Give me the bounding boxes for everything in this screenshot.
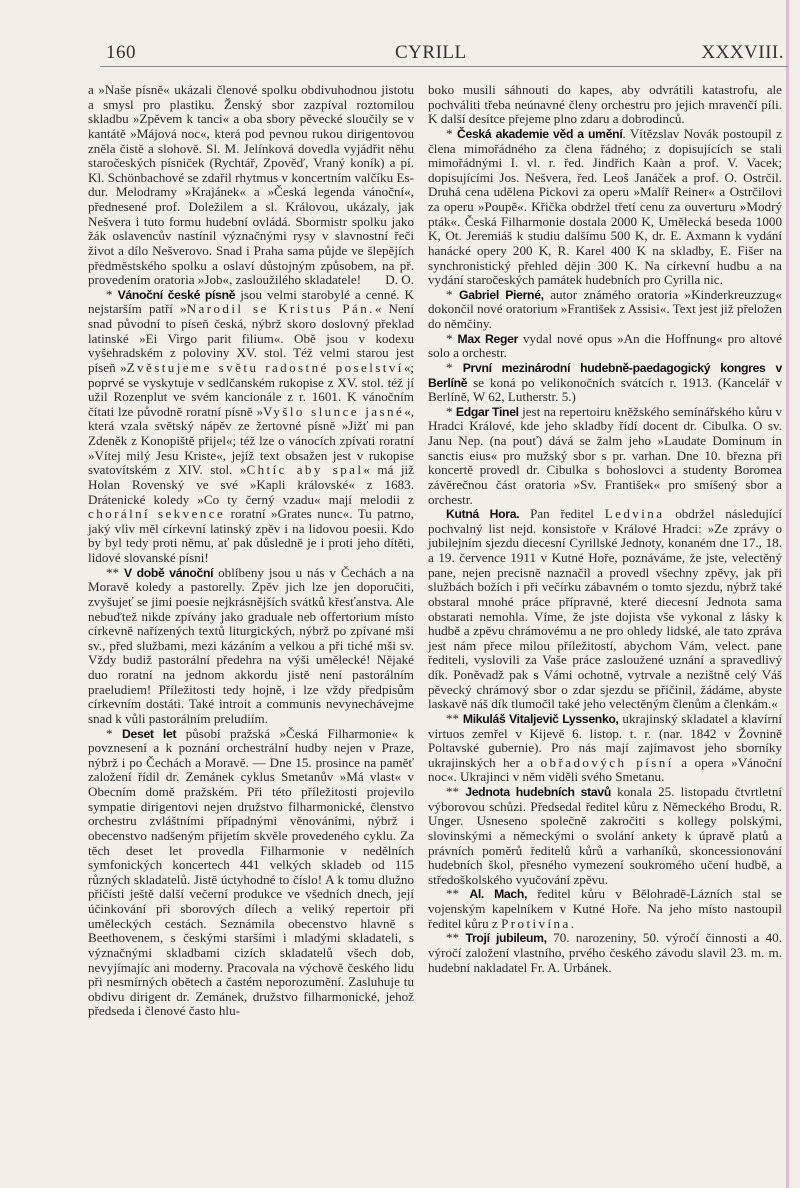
section-heading: Gabriel Pierné, <box>459 287 544 302</box>
page-number: 160 <box>106 42 136 63</box>
section-heading: Česká akademie věd a umění <box>456 126 623 141</box>
paragraph-text: Pan ředitel <box>519 506 605 522</box>
paragraph-text: «; poprvé se vyskytuje v sedlčanském rukopise z XV. stol. též jí užil Rozenplut ve svém kancionále z r. 1601. K vánočním čítati lze původně roratní písně » <box>88 359 414 419</box>
paragraph-text: « Není snad původní to píseň česká, nýbrž skoro doslovný překlad latinské »Ei Virgo parit filium«. Obě jsou v kodexu vyšehradském z poloviny XV. stol. Též velmi starou jest píseň » <box>88 301 414 375</box>
article-paragraph <box>428 507 782 712</box>
paragraph-text: ** <box>446 930 466 946</box>
paragraph-text: roratní »Grates nunc«. Tu patrno, jaký vliv měl církevní latinský zpěv i na lidovou poesii. Kdo by byl tedy proti němu, ať pak důsledně je i proti jeho dítěti, lidové slovanské písni! <box>88 506 414 565</box>
article-paragraph <box>428 332 782 361</box>
paragraph-text: ** <box>446 784 466 799</box>
paragraph-text: jsou velmi starobylé a cenné. K nejstarším patří » <box>88 286 414 317</box>
section-heading: Kutná Hora. <box>446 507 520 522</box>
paragraph-text: konala 25. listopadu čtvrtletní výborovou schůzi. Předsedal ředitel kůru z Německého Brodu, R. Unger. Usneseno společně zakročiti s kollegy polskými, slovinskými a německými o svolání ankety k úpravě platů a právních poměrů ředitelů kůrů a varhaníků, skoncessionování hudebních škol, přesného vymezení soukromého učení hudbě, a středoškolského vyučování zpěvu. <box>428 784 782 887</box>
article-paragraph <box>428 83 782 127</box>
paragraph-text: . <box>570 915 574 931</box>
paragraph-text: autor známého oratoria »Kinderkreuzzug« dokončil nové oratorium »František z Assisi«. Text jest již přeložen do němčiny. <box>428 286 782 331</box>
section-heading: V době vánoční <box>124 565 214 580</box>
author-signature: D. O. <box>385 272 414 288</box>
spaced-emphasis: Ledvina <box>604 506 665 522</box>
paragraph-text: ** <box>446 886 470 902</box>
paragraph-text: * <box>446 330 458 346</box>
paragraph-text: a »Naše písně« ukázali členové spolku obdivuhodnou jistotu a smysl pro plastiku. Ženský sbor zazpíval roztomilou skladbu »Zpěvem k tanci« a oba sbory pěvecké sloučily se v kantátě »Májová noc«, která pod pevnou rukou dirigentovou zněla čistě a slohově. Sl. M. Jelínková dovedla vyjádřit něhu staročeských písniček (Rychtář, Zpověď, Vraný koník) a pí. Kl. Schönbachové se zdařil rhytmus v koncertním valčíku Es-dur. Melodramy »Krajánek« a »Česká legenda vánoční«, přednesené prof. Doležilem a sl. Královou, ukázaly, jak Nešvera i tuto formu hudební ovládá. Sbormistr spolku jako žák oslavencův nastínil význačnými rysy v slavnostní řeči život a dílo Nešverovo. Snad i Praha sama půjde ve šlepějích předměstského spolku a oslaví důstojným způsobem, na př. provedením oratoria »Job«, zasloužilého skladatele! <box>88 82 414 288</box>
right-column <box>428 83 782 975</box>
paragraph-text: vydal nové opus »An die Hoffnung« pro altové solo a orchestr. <box>428 330 782 361</box>
paragraph-text: ředitel kůru v Bělohradě-Lázních stal se vojenským kapelníkem v Kutné Hoře. Na jeho místo nastoupil ředitel kůru z <box>428 886 782 931</box>
paragraph-text: se koná po velikonočních svátcích r. 1913. (Kancelář v Berlíně, W 62, Lutherstr. 5.) <box>428 374 782 405</box>
section-heading: Al. Mach, <box>469 887 528 902</box>
section-heading: Vánoční české písně <box>117 287 236 302</box>
paragraph-text: boko musili sáhnouti do kapes, aby odvrátili katastrofu, ale pochváliti třeba neúnavné členy orchestru pro jejich mravenčí píli. K další desítce přejeme plno zdaru a dobrodinců. <box>428 82 782 127</box>
article-paragraph <box>428 127 782 288</box>
spaced-emphasis: Chtíc aby spal <box>246 462 364 478</box>
paragraph-text: * <box>106 286 118 302</box>
section-heading: Mikuláš Vitaljevič Lyssenko, <box>462 711 619 726</box>
section-heading: První mezinárodní hudebně-paedagogický kongres v Berlíně <box>428 360 782 390</box>
paragraph-text: ukrajinský skladatel a klavírní virtuos zemřel v Kijevě 6. listop. t. r. (nar. 1842 v Žovnině Poltavské gubernie). Pro nás mají zajímavost jeho sborníky ukrajinských her a <box>428 710 782 770</box>
spaced-emphasis: chorální sekvence <box>88 506 226 522</box>
article-paragraph <box>428 785 782 887</box>
section-heading: Max Reger <box>457 331 519 346</box>
spaced-emphasis: Zvěstujeme světu radostné poselství <box>126 359 404 375</box>
paragraph-text: * <box>446 359 463 375</box>
spaced-emphasis: Narodil se Kristus Pán. <box>186 301 375 317</box>
spaced-emphasis: Vyšlo slunce jasné <box>263 403 405 419</box>
paragraph-text: a opera »Vánoční noc«. Ukrajinci v něm viděli svého Smetanu. <box>428 754 782 785</box>
paragraph-text: . Vítězslav Novák postoupil z člena mimořádného za člena řádného; z dopisujících se stali mimořádnými I. vl. r. řed. Jindřich Kaàn a prof. V. Vacek; dopisujícími Jos. Nešvera, řed. Leoš Janáček a prof. O. Ostrčil. Druhá cena udělena Pickovi za operu »Malíř Reiner« a Ostrčilovi za operu »Poupě«. Křička obdržel třetí cenu za ouverturu »Modrý pták«. Česká Filharmonie dostala 2000 K, Umělecká beseda 1000 K, Ot. Jeremiáš k studiu dalšímu 500 K, dr. E. Axmann k vydání hanácké opery 200 K, R. Karel 400 K na skladby, E. Fišer na synchronistický přehled dějin 300 K. Na církevní hudbu a na vydání staročeských památek hudebních pro Cyrilla nic. <box>428 125 782 288</box>
paragraph-text: oblíbeny jsou u nás v Čechách a na Moravě koledy a pastorelly. Zpěv jich lze jen doporučiti, zvyšujeť se jimi poesie nejkrásnějších svátků křesťanstva. Ale nebuďtež nikde zpívány jako graduale neb offertorium místo církevně nařízených textů liturgických, nýbrž po zpívané mši sv., před službami, mezi kázáním a velkou a při tiché mši sv. Vždy budiž pastorální předehra na výši umělecké! Nějaké duo roratní na jednom akkordu jistě není pastorálním praeludiem! Příležitosti tedy hojně, i lze vždy předpisům církevním dostáti. Také introit a communis nevynechávejme snad k vůli pastorálním preludiím. <box>88 564 414 726</box>
paragraph-text: * <box>106 725 122 741</box>
article-paragraph <box>428 361 782 405</box>
paragraph-text: * <box>446 403 456 419</box>
paragraph-text: « má již Holan Rovenský ve své »Kapli královské« z 1683. Drátenické koledy »Co ty černý vzadu« mají melodii z <box>88 462 414 507</box>
volume-number: XXXVIII. <box>701 42 784 63</box>
paragraph-text: * <box>446 286 460 302</box>
article-paragraph <box>88 288 414 566</box>
article-paragraph <box>88 566 414 727</box>
paragraph-text: ** <box>446 710 463 726</box>
left-column <box>88 83 414 1019</box>
section-heading: Edgar Tinel <box>455 404 519 419</box>
paragraph-text: jest na repertoiru kněžského semínářského kůru v Hradci Králové, kde jeho skladby řídí docent dr. Cibulka. O sv. Janu Nep. (na pouť) dává se žalm jeho »Laudate Dominum in sanctis eius« pro mužský sbor s pr. varhan. Dne 10. března při koncertě provedl dr. Cibulka s bohoslovci a studenty Boromea závěrečnou část oratoria »Sv. František« pro smíšený sbor a orchestr. <box>428 403 782 507</box>
article-paragraph <box>88 83 414 288</box>
spaced-emphasis: Protivína <box>501 915 571 931</box>
page-edge <box>786 0 789 1188</box>
paragraph-text: «, která vzala světský nápěv ze žertovné písně »Jižť mi pan Zdeněk z Konopiště přijel«; též lze o vánocích zpívati roratní »Vítej milý Jesu Kriste«, jejíž text obsažen jest v rukopise svatovítském z XIV. stol. » <box>88 403 415 478</box>
paragraph-text: obdržel následující pochvalný list nejd. konsistoře v Králové Hradci: »Ze zprávy o jubilejním sjezdu diecesní Cyrillské Jednoty, konaném dne 17., 18. a 19. července 1911 v Kutné Hoře, poznáváme, že jste, velectěný pane, nejen precisně naznačil a provedl všechny zpěvy, jak při službách božích i při večírku zábavném o tomto sjezdu, nýbrž také obstaral mnohé práce přípravné, které diecesní Jednota sama obstarati nemohla. Víme, že jste dojista vše vykonal z lásky k hudbě a zpěvu chrámovému a ne pro ohledy lidské, ale tato zpráva jest nám přece milou příležitostí, abychom Vám, velect. pane řediteli, vyslovili za Vaše práce zasloužené uznání a spravedlivý dík. Poněvadž pak s Vámi ochotně, vytrvale a nezištně celý Váš pěvecký chrámový sbor o zdar sjezdu se přičinil, žádáme, abyste laskavě náš dík tlumočil také jeho velectěným členům a členkám.« <box>428 506 782 712</box>
article-paragraph <box>428 288 782 332</box>
journal-title: CYRILL <box>395 42 467 63</box>
article-paragraph <box>428 405 782 507</box>
paragraph-text: * <box>446 125 457 141</box>
spaced-emphasis: obřadových písní <box>540 754 674 770</box>
article-paragraph <box>428 712 782 785</box>
article-paragraph <box>88 727 414 1020</box>
running-header <box>100 40 788 67</box>
paragraph-text: 70. narozeniny, 50. výročí činnosti a 40. výročí založení vlastního, prvého českého závodu slavil 23. m. m. hudební nakladatel Fr. A. Urbánek. <box>428 930 782 975</box>
section-heading: Jednota hudebních stavů <box>465 785 611 799</box>
section-heading: Trojí jubileum, <box>465 931 547 946</box>
article-paragraph <box>428 887 782 931</box>
paragraph-text: ** <box>106 564 125 580</box>
article-paragraph <box>428 931 782 975</box>
paragraph-text: působí pražská »Česká Filharmonie« k povznesení a k poznání orchestrální hudby nejen v Praze, nýbrž i po Čechách a Moravě. — Dne 15. prosince na paměť založení řídil dr. Zemánek cyklus Smetanův »Má vlast« v Obecním domě pražském. Při této příležitosti projevilo sympatie dirigentovi nejen družstvo filharmonické, členstvo orchestru zvláštními případnými věnováními, nýbrž i obecenstvo nadšeným přijetím skvěle provedeného cyklu. Za těch deset let provedla Filharmonie v nedělních symfonických koncertech 441 velkých skladeb od 115 různých skladatelů. Jistě úctyhodné to číslo! A k tomu dlužno přičísti ještě další večerní produkce ve všedních dnech, její účinkování při sborových dílech a veliký repertoir při uměleckých cestách. Seznámila obecenstvo hlavně s Beethovenem, s českými staršími i mladými skladateli, s význačnými skladbami cizích skladatelů všech dob, nevyjímajíc ani moderny. Pracovala na výchově českého lidu při nesmírných obětech a častém neporozumění. Zasluhuje tu obdivu dirigent dr. Zemánek, družstvo filharmonické, jehož předseda i členové často hlu- <box>88 725 414 1019</box>
section-heading: Deset let <box>121 726 177 741</box>
